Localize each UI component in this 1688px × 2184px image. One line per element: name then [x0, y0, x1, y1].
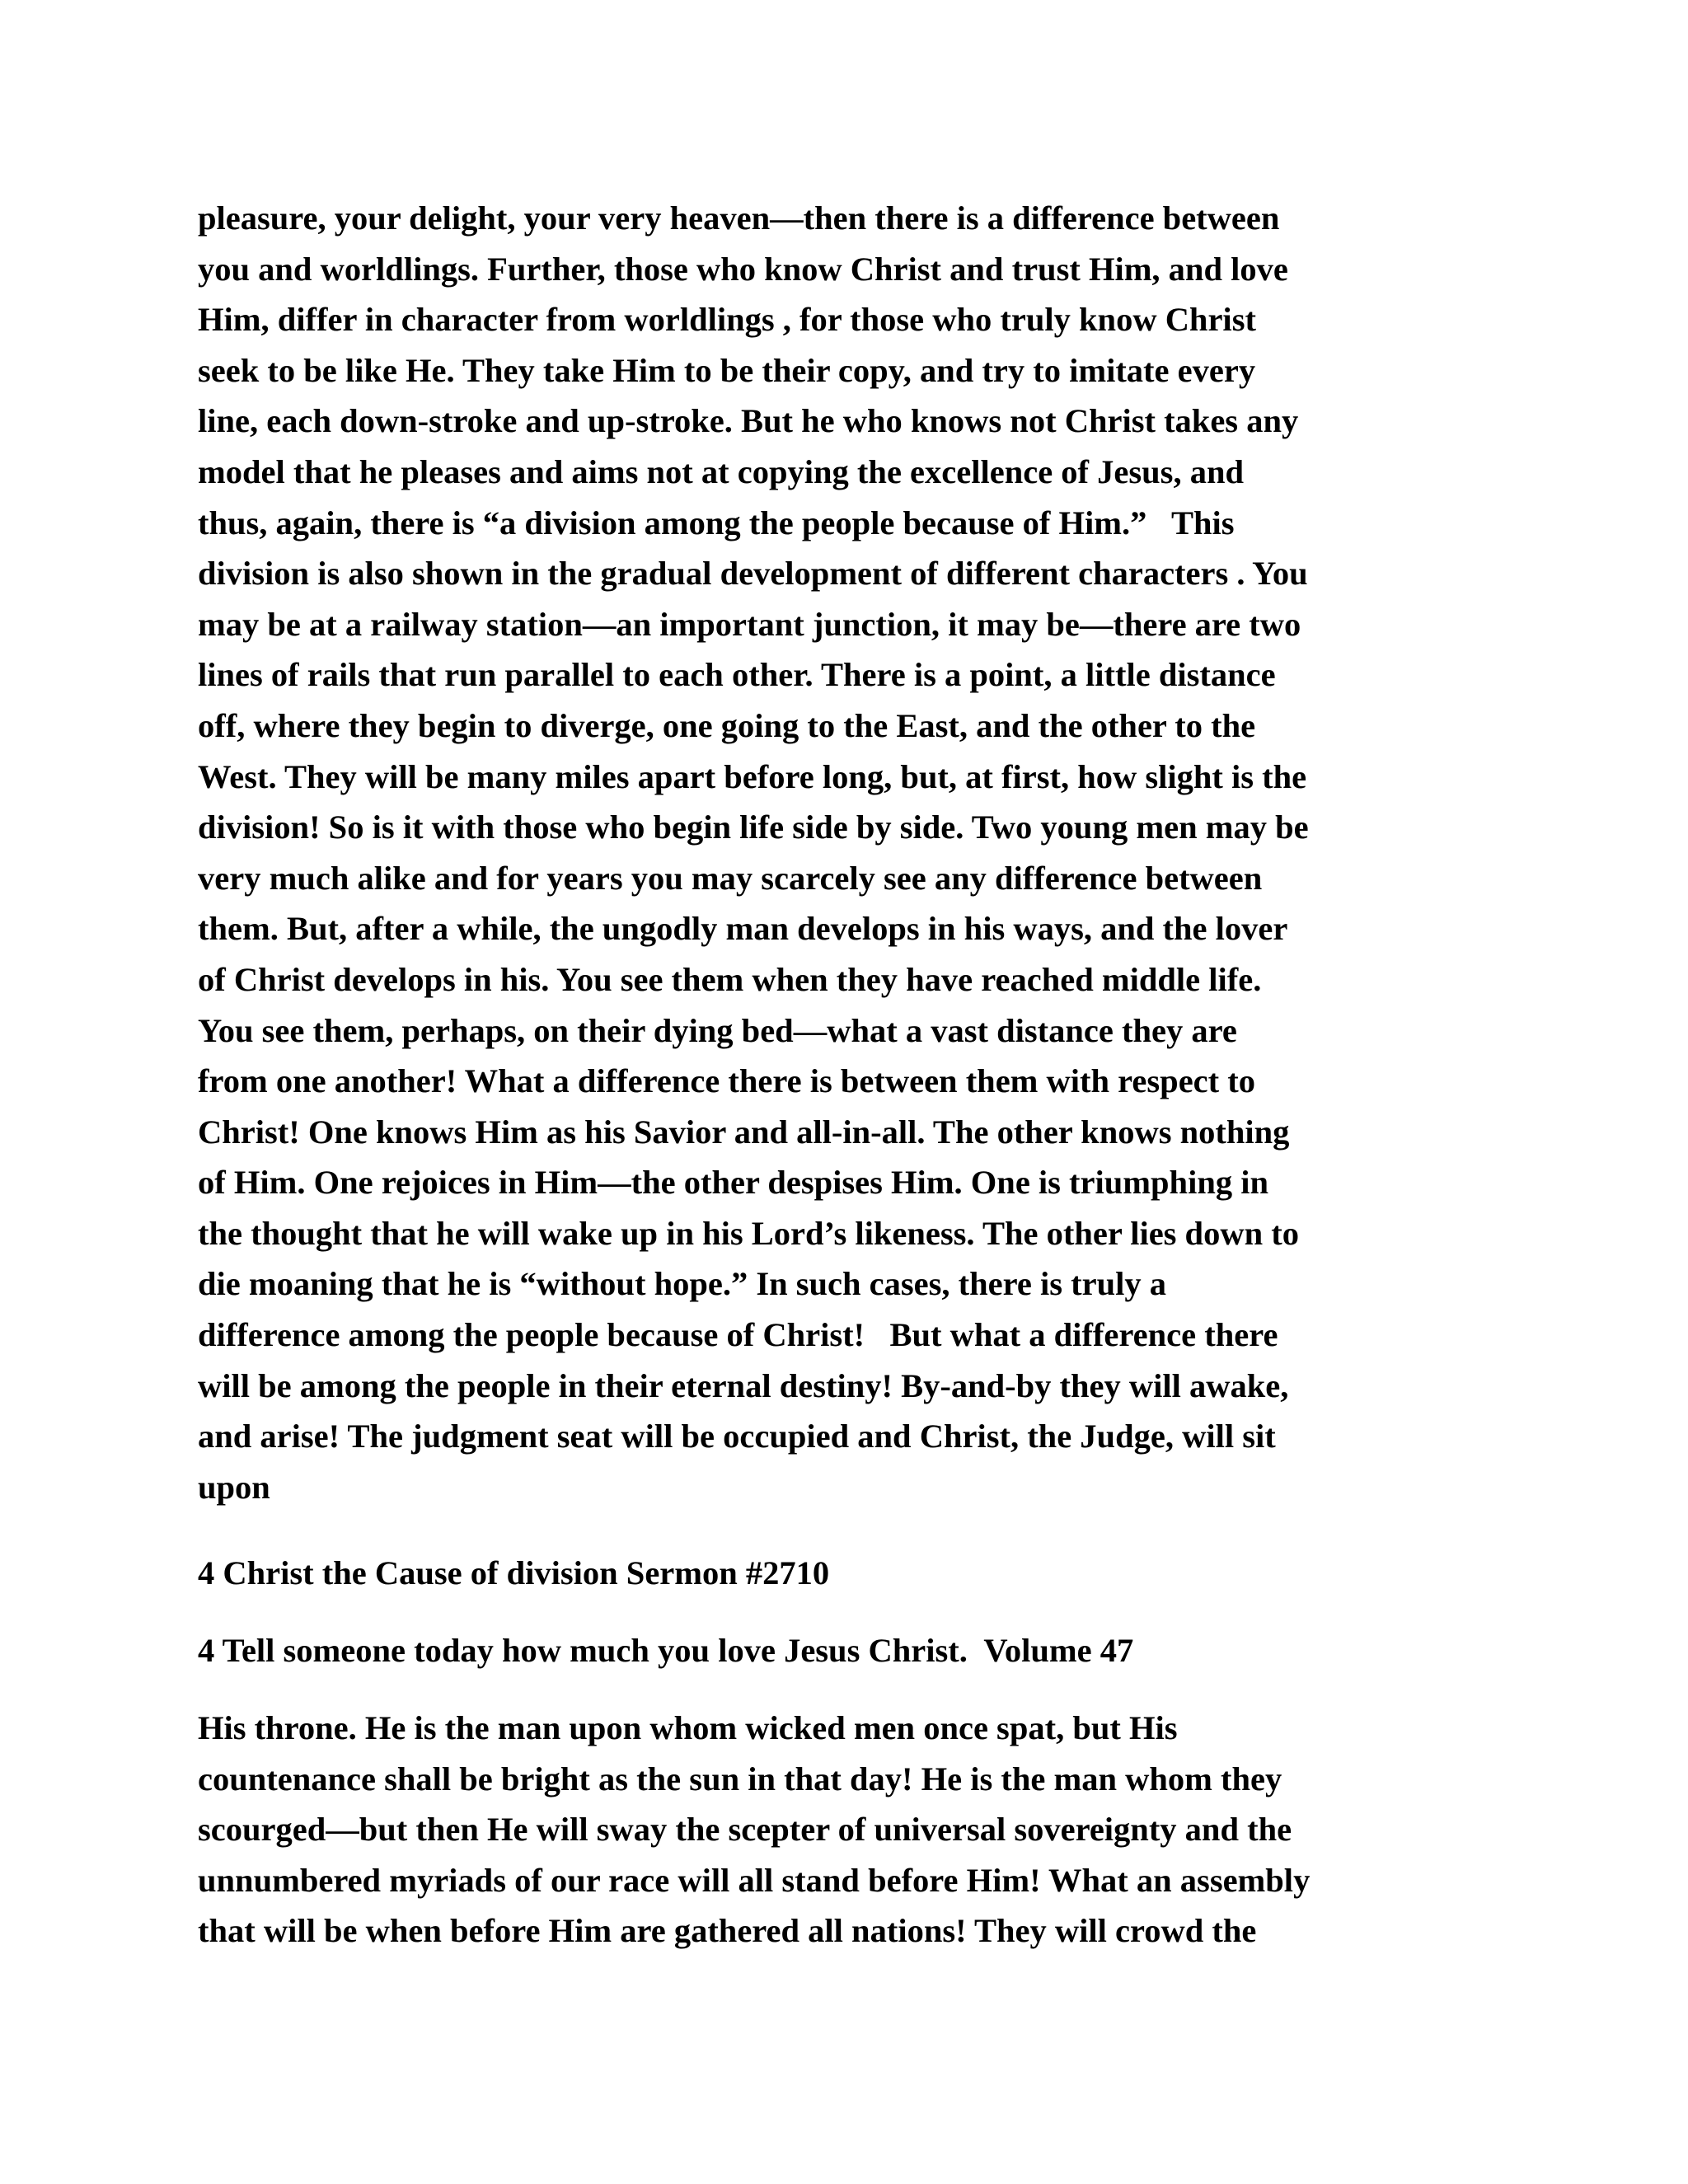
text-line: off, where they begin to diverge, one going to the East, and the other to the	[198, 706, 1256, 744]
page-footer-title: 4 Christ the Cause of division Sermon #2710	[198, 1554, 830, 1591]
text-line: division is also shown in the gradual development of different characters . You	[198, 555, 1308, 593]
text-line: His throne. He is the man upon whom wicked men once spat, but His	[198, 1709, 1178, 1746]
paragraph-2	[198, 1703, 1533, 1957]
text-line: of Christ develops in his. You see them when they have reached middle life.	[198, 960, 1262, 998]
text-line: lines of rails that run parallel to each other. There is a point, a little distance	[198, 656, 1276, 694]
text-line: division! So is it with those who begin life side by side. Two young men may be	[198, 808, 1309, 846]
page-footer-volume: 4 Tell someone today how much you love Jesus Christ. Volume 47	[198, 1632, 1134, 1669]
text-line: Him, differ in character from worldlings , for those who truly know Christ	[198, 301, 1256, 339]
text-line: them. But, after a while, the ungodly man develops in his ways, and the lover	[198, 910, 1288, 948]
text-line: will be among the people in their eternal destiny! By-and-by they will awake,	[198, 1366, 1289, 1404]
text-line: and arise! The judgment seat will be occupied and Christ, the Judge, will sit	[198, 1418, 1276, 1455]
text-line: that will be when before Him are gathered all nations! They will crowd the	[198, 1912, 1257, 1950]
paragraph-1	[198, 193, 1533, 1512]
text-line: may be at a railway station—an important junction, it may be—there are two	[198, 605, 1301, 643]
text-line: thus, again, there is “a division among the people because of Him.” This	[198, 504, 1235, 541]
text-line: scourged—but then He will sway the scepter of universal sovereignty and the	[198, 1811, 1292, 1849]
text-line: pleasure, your delight, your very heaven—then there is a difference between	[198, 199, 1280, 237]
text-line: seek to be like He. They take Him to be their copy, and try to imitate every	[198, 351, 1256, 389]
text-line: die moaning that he is “without hope.” In such cases, there is truly a	[198, 1265, 1166, 1303]
text-line: West. They will be many miles apart before long, but, at first, how slight is the	[198, 757, 1307, 795]
text-line: the thought that he will wake up in his Lord’s likeness. The other lies down to	[198, 1214, 1299, 1252]
text-line: model that he pleases and aims not at copying the excellence of Jesus, and	[198, 452, 1244, 490]
text-line: unnumbered myriads of our race will all stand before Him! What an assembly	[198, 1861, 1311, 1899]
text-line: very much alike and for years you may scarcely see any difference between	[198, 859, 1263, 897]
text-line: difference among the people because of Christ! But what a difference there	[198, 1316, 1278, 1354]
text-line: Christ! One knows Him as his Savior and all-in-all. The other knows nothing	[198, 1113, 1290, 1151]
text-line: countenance shall be bright as the sun in that day! He is the man whom they	[198, 1760, 1282, 1797]
text-line: You see them, perhaps, on their dying bed—what a vast distance they are	[198, 1011, 1237, 1049]
text-line: of Him. One rejoices in Him—the other despises Him. One is triumphing in	[198, 1164, 1269, 1202]
text-line: you and worldlings. Further, those who know Christ and trust Him, and love	[198, 250, 1288, 288]
text-line: upon	[198, 1468, 270, 1506]
text-line: line, each down-stroke and up-stroke. But he who knows not Christ takes any	[198, 402, 1299, 440]
text-line: from one another! What a difference there is between them with respect to	[198, 1062, 1255, 1100]
